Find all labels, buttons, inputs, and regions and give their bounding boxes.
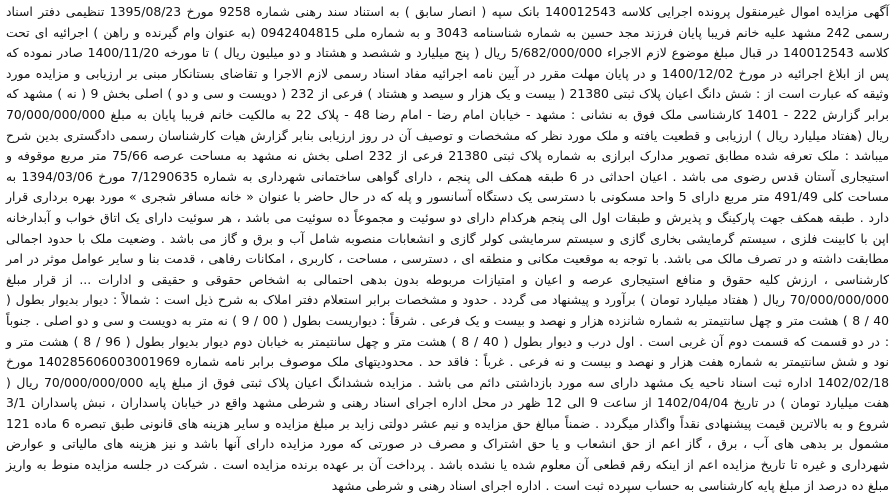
auction-notice-text: آگهی مزایده اموال غیرمنقول پرونده اجرایی کلاسه 140012543 بانک سپه ( انصار سابق ) به استناد سند رهنی شماره 9258 مورخ 1395/08/23 تنظیمی دفتر اسناد رسمی 242 مشهد علیه خانم فریبا پایان فرزند مجد حسین به شماره شناسنامه 3043 و به شماره ملی 0942404815 (به عنوان وام گیرنده و راهن ) اجرائیه ای تحت کلاسه 140012543 در قبال مبلغ موضوع لازم الاجراء 5/682/000/000 ریال ( پنج میلیارد و ششصد و هشتاد و دو میلیون ریال ) تا مورخه 1400/11/20 صادر نموده که پس از ابلاغ اجرائیه در مورخ 1400/12/02 و در پایان مهلت مقرر در آیین نامه اجرائیه مفاد اسناد رسمی لازم الاجرا و تقاضای بستانکار مبنی بر ارزیابی و مزایده مورد وثیقه که عبارت است از : شش دانگ اعیان پلاک ثبتی 21380 ( بیست و یک هزار و سیصد و هشتاد ) فرعی از 232 ( دویست و سی و دو ) اصلی بخش 9 ( نه ) مشهد که برابر گزارش 222 - 1401 کارشناسی ملک فوق به نشانی : مشهد - خیابان امام رضا - امام رضا 48 - پلاک 22 به مالکیت خانم فریبا پایان به مبلغ 70/000/000/000 ریال (هفتاد میلیارد ریال ) ارزیابی و قطعیت یافته و ملک مورد نظر که مشخصات و توصیف آن در روز ارزیابی بنابر گزارش هیات کارشناسان رسمی دادگستری بدین شرح میباشد : ملک تعرفه شده مطابق تصویر مدارک ابرازی به شماره پلاک ثبتی 21380 فرعی از 232 اصلی بخش نه مشهد به مساحت عرصه 75/66 متر مربع موقوفه و استیجاری آستان قدس رضوی می باشد . اعیان احداثی در 6 طبقه همکف الی پنجم ، دارای گواهی ساختمانی شهرداری به شماره 7/1290635 مورخ 1394/03/06 به مساحت کلی 491/49 متر مربع دارای 5 واحد مسکونی با دسترسی یک دستگاه آسانسور و پله که در حال حاضر با عنوان « خانه مسافر شجری » مورد بهره برداری قرار دارد . طبقه همکف جهت پارکینگ و پذیرش و طبقات اول الی پنجم هرکدام دارای دو سوئیت و مجموعاً ده سوئیت می باشد ، هر سوئیت دارای یک اتاق خواب و آبدارخانه اپن با کابینت فلزی ، سیستم گرمایشی بخاری گازی و سیستم سرمایشی کولر گازی و انشعابات منصوبه شامل آب و برق و گاز می باشد . وضعیت ملک با حدود اجمالی مطابقت داشته و در تصرف مالک می باشد. با توجه به موقعیت مکانی و منطقه ای ، دسترسی ، مساحت ، کاربری ، امکانات رفاهی ، قدمت بنا و سایر عوامل موثر در امر کارشناسی ، ارزش کلیه حقوق و منافع استیجاری عرصه و اعیان و امتیازات مربوطه بدون بدهی احتمالی به اشخاص حقوقی و حقیقی و ادارات ... از قرار مبلغ 70/000/000/000 ریال ( هفتاد میلیارد تومان ) برآورد و پیشنهاد می گردد . حدود و مشخصات برابر استعلام دفتر املاک به شرح ذیل است : شمالاً : دیوار بدیوار بطول ( 40 / 8 ) هشت متر و چهل سانتیمتر به شماره شانزده هزار و نهصد و بیست و یک فرعی . شرقاً : دیواریست بطول ( 00 / 9 ) نه متر به دویست و سی و دو اصلی . جنوباً : در دو قسمت که قسمت دوم آن غربی است . اول درب و دیوار بطول ( 40 / 8 ) هشت متر و چهل سانتیمتر به خیابان دوم دیوار بدیوار بطول ( 96 / 8 ) هشت متر و نود و شش سانتیمتر به شماره هفت هزار و نهصد و بیست و نه فرعی . غرباً : فاقد حد . محدودیتهای ملک موصوف برابر نامه شماره 140285606003001969 مورخ 1402/02/18 اداره ثبت اسناد ناحیه یک مشهد دارای سه مورد بازداشتی دائم می باشد . مزایده ششدانگ اعیان پلاک ثبتی فوق از مبلغ پایه 70/000/000/000 ریال ( هفت میلیارد تومان ) در تاریخ 1402/04/04 از ساعت 9 الی 12 ظهر در محل اداره اجرای اسناد رهنی و شرطی مشهد واقع در خیابان پاسداران ، نبش پاسداران 3/1 شروع و به بالاترین قیمت پیشنهادی نقداً واگذار میگردد . ضمناً مبالغ حق مزایده و نیم عشر دولتی زاید بر مبلغ مزایده و سایر هزینه های قانونی طبق تبصره 6 ماده 121 مشمول بر بدهی های آب ، برق ، گاز اعم از حق انشعاب و یا حق اشتراک و مصرف در صورتی که مورد مزایده دارای آنها باشد و نیز هزینه های مالیاتی و عوارض شهرداری و غیره تا تاریخ مزایده اعم از اینکه رقم قطعی آن معلوم شده یا نشده باشد . پرداخت آن بر عهده برنده مزایده است . شرکت در جلسه مزایده منوط به واریز مبلغ ده درصد از مبلغ پایه کارشناسی به حساب سپرده ثبت است . اداره اجرای اسناد رهنی و شرطی مشهد bbox=[6, 4, 890, 493]
